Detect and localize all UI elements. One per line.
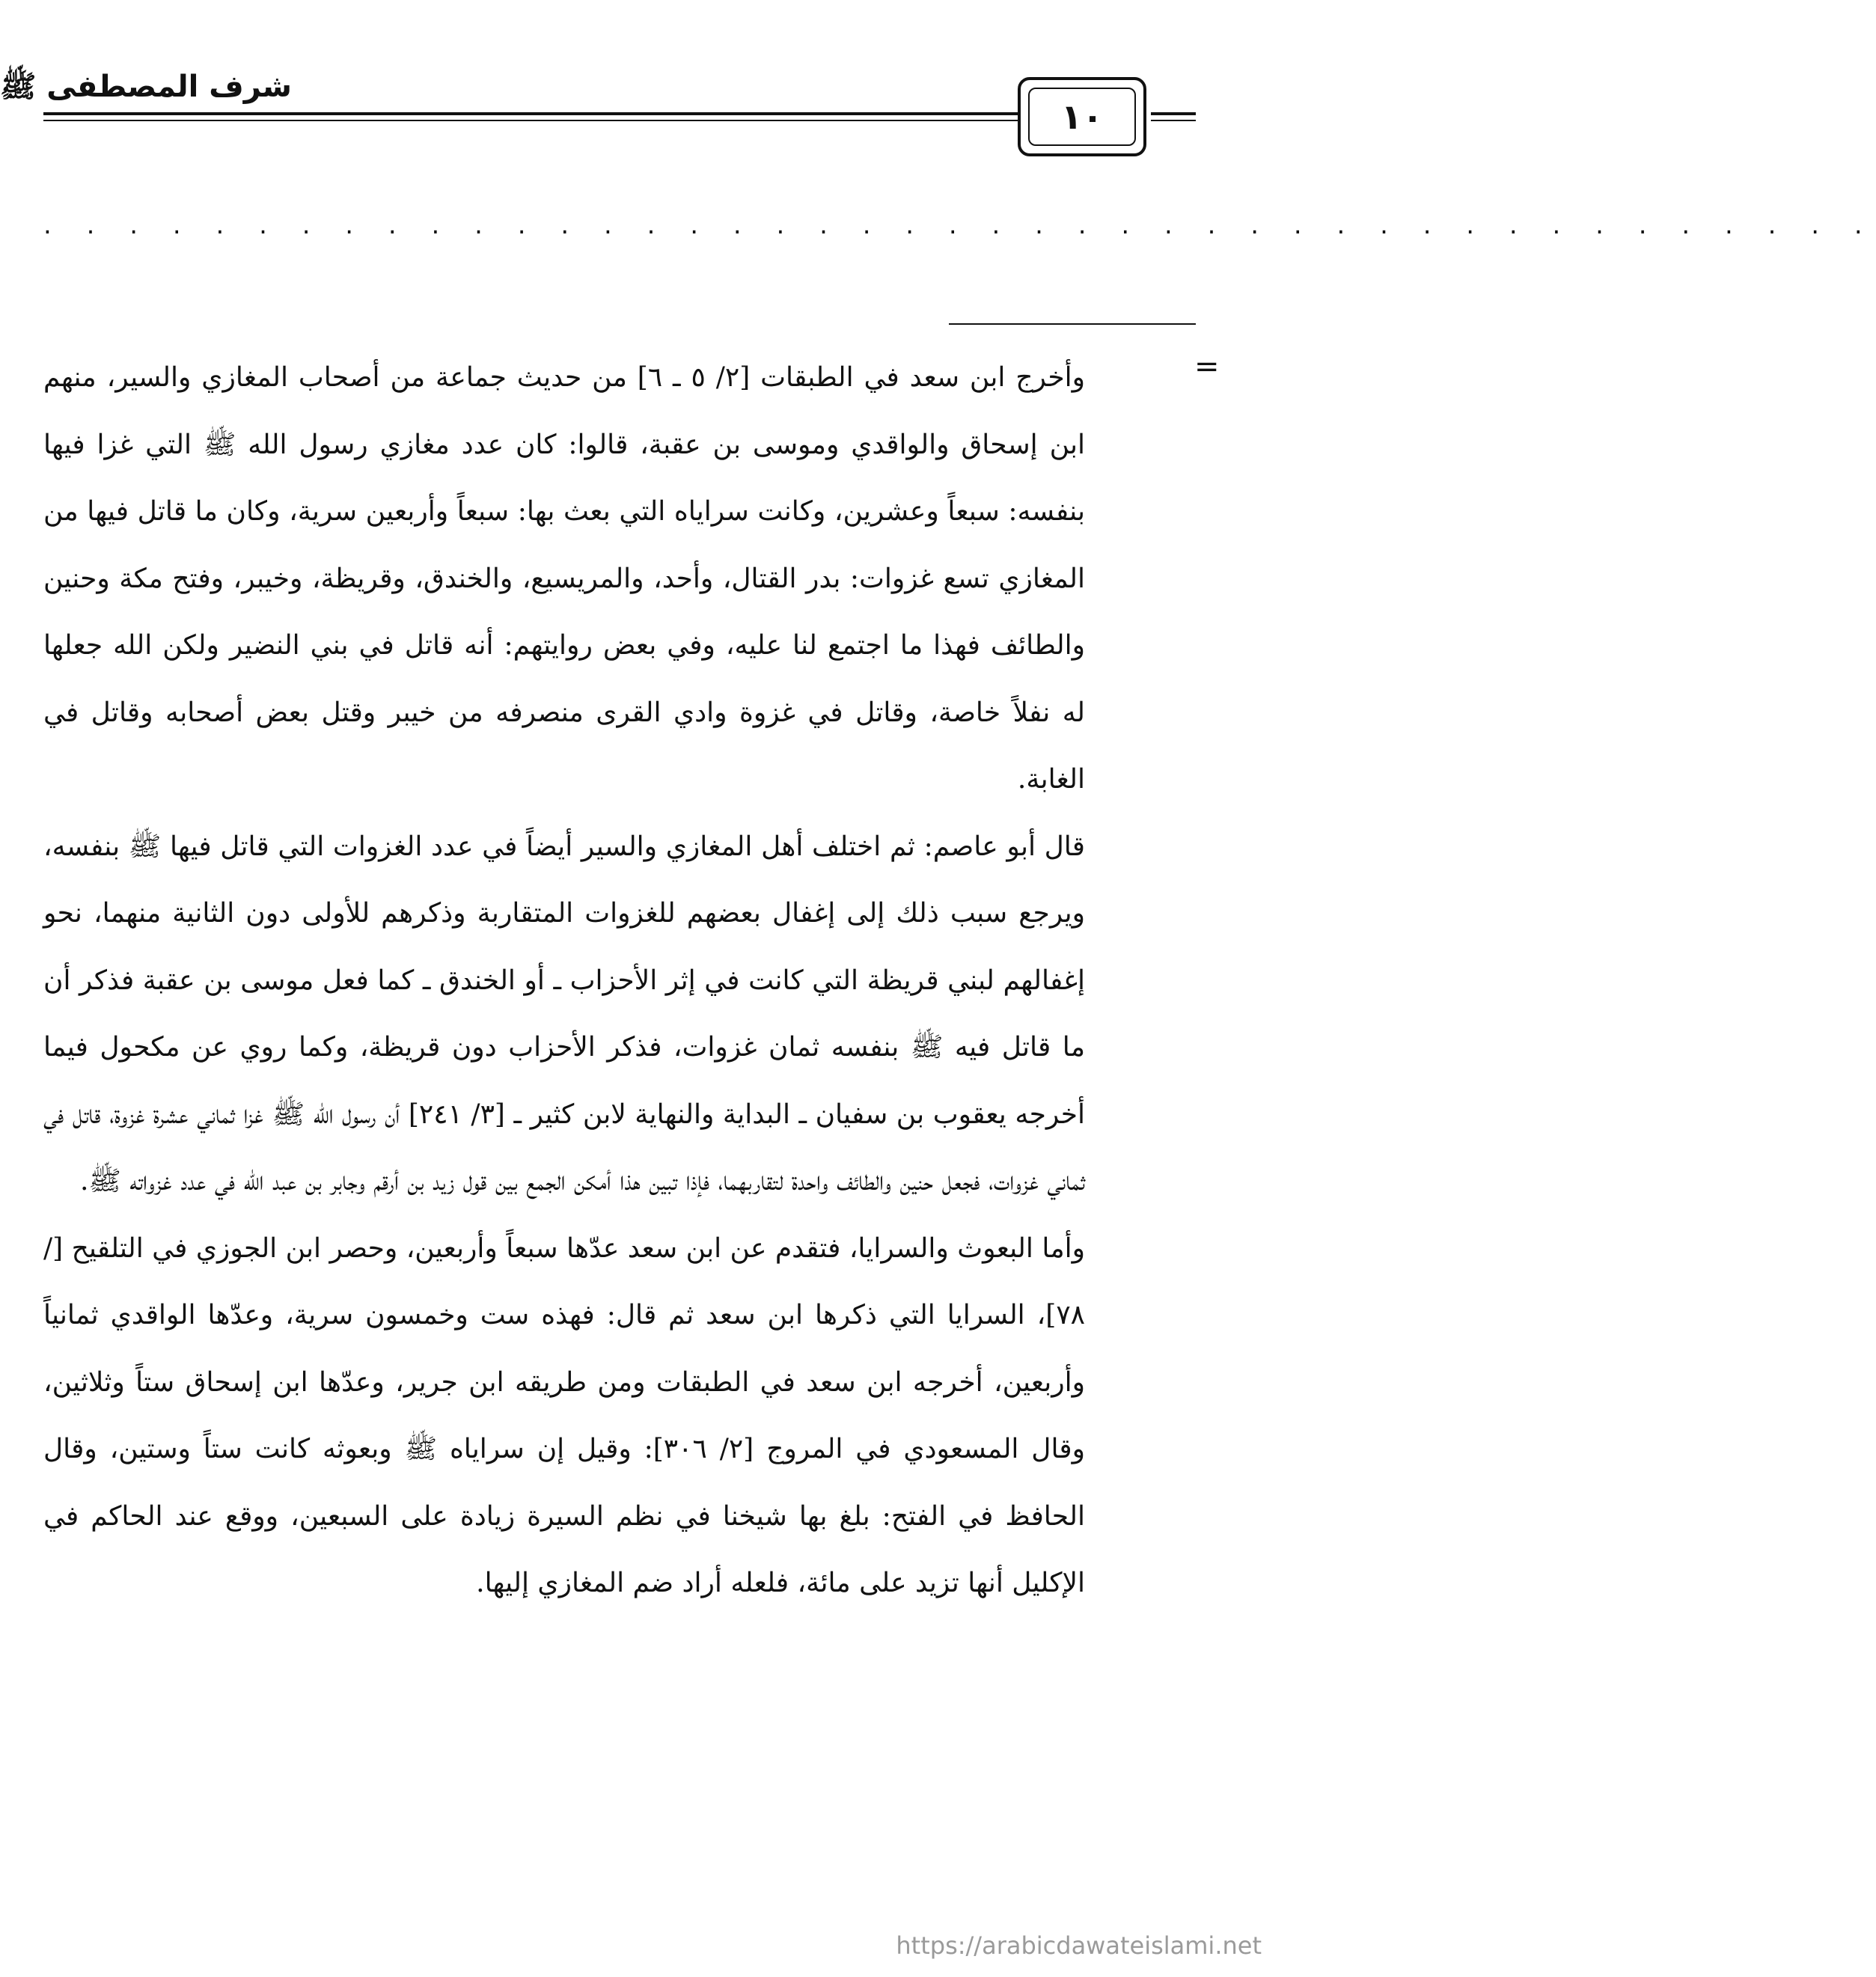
page-number-frame-inner	[1028, 88, 1136, 146]
paragraph: قال أبو عاصم: ثم اختلف أهل المغازي والسير أيضاً في عدد الغزوات التي قاتل فيها ﷺ بنفسه، ويرجع سبب ذلك إلى إغفال بعضهم للغزوات المتقاربة وذكرهم للأولى دون الثانية منهما، نحو إغفالهم لبني قريظة التي كانت في إثر الأحزاب ـ أو الخندق ـ كما فعل موسى بن عقبة فذكر أن ما قاتل فيه ﷺ بنفسه ثمان غزوات، فذكر الأحزاب دون قريظة، وكما روي عن مكحول فيما أخرجه يعقوب بن سفيان ـ البداية والنهاية لابن كثير ـ [٣/ ٢٤١] أن رسول الله ﷺ غزا ثماني عشرة غزوة، قاتل في ثماني غزوات، فجعل حنين والطائف واحدة لتقاربهما، فإذا تبين هذا أمكن الجمع بين قول زيد بن أرقم وجابر بن عبد الله في عدد غزواته ﷺ.	[43, 831, 1086, 1197]
page-header	[0, 0, 1293, 172]
page-number: ١٠	[1060, 97, 1104, 137]
watermark-url: https://arabicdawateislami.net	[896, 1931, 1262, 1960]
header-rule-thin	[43, 120, 1018, 121]
continuation-mark: =	[1194, 349, 1220, 384]
page-number-frame	[1018, 77, 1146, 156]
header-rule-right-thick	[1151, 112, 1196, 115]
footnote-body	[43, 344, 1085, 1617]
running-title: شرف المصطفى ﷺ	[0, 70, 292, 104]
dotted-separator: . . . . . . . . . . . . . . . . . . . . . . . . . . . . . . . . . . . . . . . . . . .	[43, 210, 1876, 240]
footnote-rule	[949, 323, 1196, 325]
header-rule-right-thin	[1151, 120, 1196, 121]
paragraph: وأخرج ابن سعد في الطبقات [٢/ ٥ ـ ٦] من حديث جماعة من أصحاب المغازي والسير، منهم ابن إسحاق والواقدي وموسى بن عقبة، قالوا: كان عدد مغازي رسول الله ﷺ التي غزا فيها بنفسه: سبعاً وعشرين، وكانت سراياه التي بعث بها: سبعاً وأربعين سرية، وكان ما قاتل فيها من المغازي تسع غزوات: بدر القتال، وأحد، والمريسيع، والخندق، وقريظة، وخيبر، وفتح مكة وحنين والطائف فهذا ما اجتمع لنا عليه، وفي بعض روايتهم: أنه قاتل في بني النضير ولكن الله جعلها له نفلاً خاصة، وقاتل في غزوة وادي القرى منصرفه من خيبر وقتل بعض أصحابه وقاتل في الغابة.	[43, 362, 1085, 795]
paragraph: وأما البعوث والسرايا، فتقدم عن ابن سعد عدّها سبعاً وأربعين، وحصر ابن الجوزي في التلقيح [/ ٧٨]، السرايا التي ذكرها ابن سعد ثم قال: فهذه ست وخمسون سرية، وعدّها الواقدي ثمانياً وأربعين، أخرجه ابن سعد في الطبقات ومن طريقه ابن جرير، وعدّها ابن إسحاق ستاً وثلاثين، وقال المسعودي في المروج [٢/ ٣٠٦]: وقيل إن سراياه ﷺ وبعوثه كانت ستاً وستين، وقال الحافظ في الفتح: بلغ بها شيخنا في نظم السيرة زيادة على السبعين، ووقع عند الحاكم في الإكليل أنها تزيد على مائة، فلعله أراد ضم المغازي إليها.	[43, 1232, 1086, 1598]
header-rule-thick	[43, 112, 1018, 115]
